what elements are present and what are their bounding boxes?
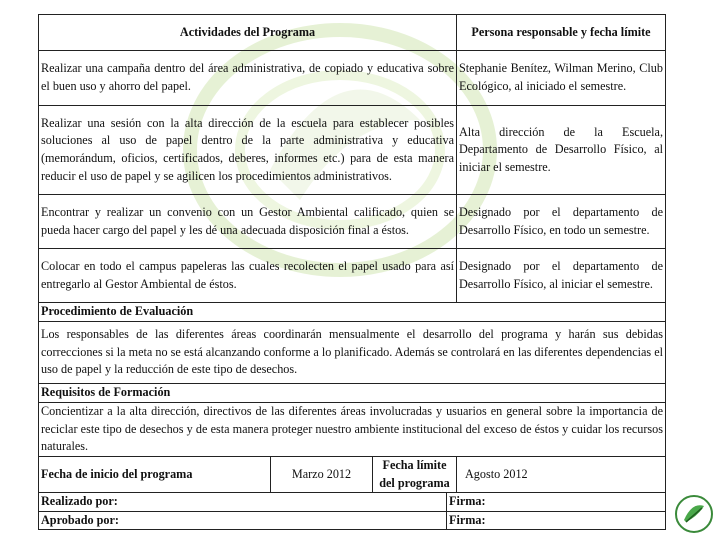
made-by-label: Realizado por:: [39, 493, 447, 512]
activity-row: [39, 249, 666, 303]
institution-logo-icon: [674, 494, 714, 534]
evaluation-text: Los responsables de las diferentes áreas coordinarán mensualmente el desarrollo del programa y harán sus debidas correcciones si la meta no se está alcanzando conforme a lo planificado. Además se controlará en las diferentes dependencias el uso de papel y la reducción de este tipo de desechos.: [39, 322, 666, 384]
approved-by-signature: Firma:: [447, 511, 666, 530]
approved-by-label: Aprobado por:: [39, 511, 447, 530]
activity-text: Colocar en todo el campus papeleras las cuales recolecten el papel usado para así entregarlo al Gestor Ambiental de éstos.: [39, 249, 457, 303]
table-header-row: [39, 15, 666, 51]
training-title-row: [39, 384, 666, 403]
training-text: Concientizar a la alta dirección, directivos de las diferentes áreas involucradas y usuarios en general sobre la importancia de reciclar este tipo de desechos y de esta manera proteger nuestro ambiente institucional del exceso de éstos y cuidar los recursos naturales.: [39, 403, 666, 457]
start-date-label: Fecha de inicio del programa: [39, 457, 271, 493]
activity-text: Encontrar y realizar un convenio con un Gestor Ambiental calificado, quien se pueda hacer cargo del papel y les dé una adecuada disposición final a éstos.: [39, 195, 457, 249]
activity-text: Realizar una sesión con la alta dirección de la escuela para establecer posibles soluciones al uso de papel dentro de la parte administrativa y educativa (memorándum, oficios, certificados, deberes, informes etc.) para de esta manera reducir el uso de papel y se agilicen los procedimientos administrativos.: [39, 106, 457, 195]
activities-header: Actividades del Programa: [39, 15, 457, 51]
evaluation-text-row: [39, 322, 666, 384]
end-date-value: Agosto 2012: [457, 457, 666, 493]
end-date-label: Fecha límite del programa: [373, 457, 457, 493]
evaluation-title: Procedimiento de Evaluación: [39, 303, 666, 322]
activity-row: [39, 195, 666, 249]
made-by-row: [39, 493, 666, 512]
program-table: [38, 14, 666, 530]
approved-by-row: [39, 511, 666, 530]
activity-text: Realizar una campaña dentro del área administrativa, de copiado y educativa sobre el buen uso y ahorro del papel.: [39, 51, 457, 106]
start-date-value: Marzo 2012: [271, 457, 373, 493]
responsible-text: Designado por el departamento de Desarrollo Físico, en todo un semestre.: [457, 195, 666, 249]
made-by-signature: Firma:: [447, 493, 666, 512]
responsible-text: Designado por el departamento de Desarrollo Físico, al iniciar el semestre.: [457, 249, 666, 303]
responsible-text: Alta dirección de la Escuela, Departamento de Desarrollo Físico, al iniciar el semestre.: [457, 106, 666, 195]
evaluation-title-row: [39, 303, 666, 322]
training-text-row: [39, 403, 666, 457]
activity-row: [39, 51, 666, 106]
responsible-header: Persona responsable y fecha límite: [457, 15, 666, 51]
responsible-text: Stephanie Benítez, Wilman Merino, Club Ecológico, al iniciado el semestre.: [457, 51, 666, 106]
dates-row: [39, 457, 666, 493]
training-title: Requisitos de Formación: [39, 384, 666, 403]
activity-row: [39, 106, 666, 195]
